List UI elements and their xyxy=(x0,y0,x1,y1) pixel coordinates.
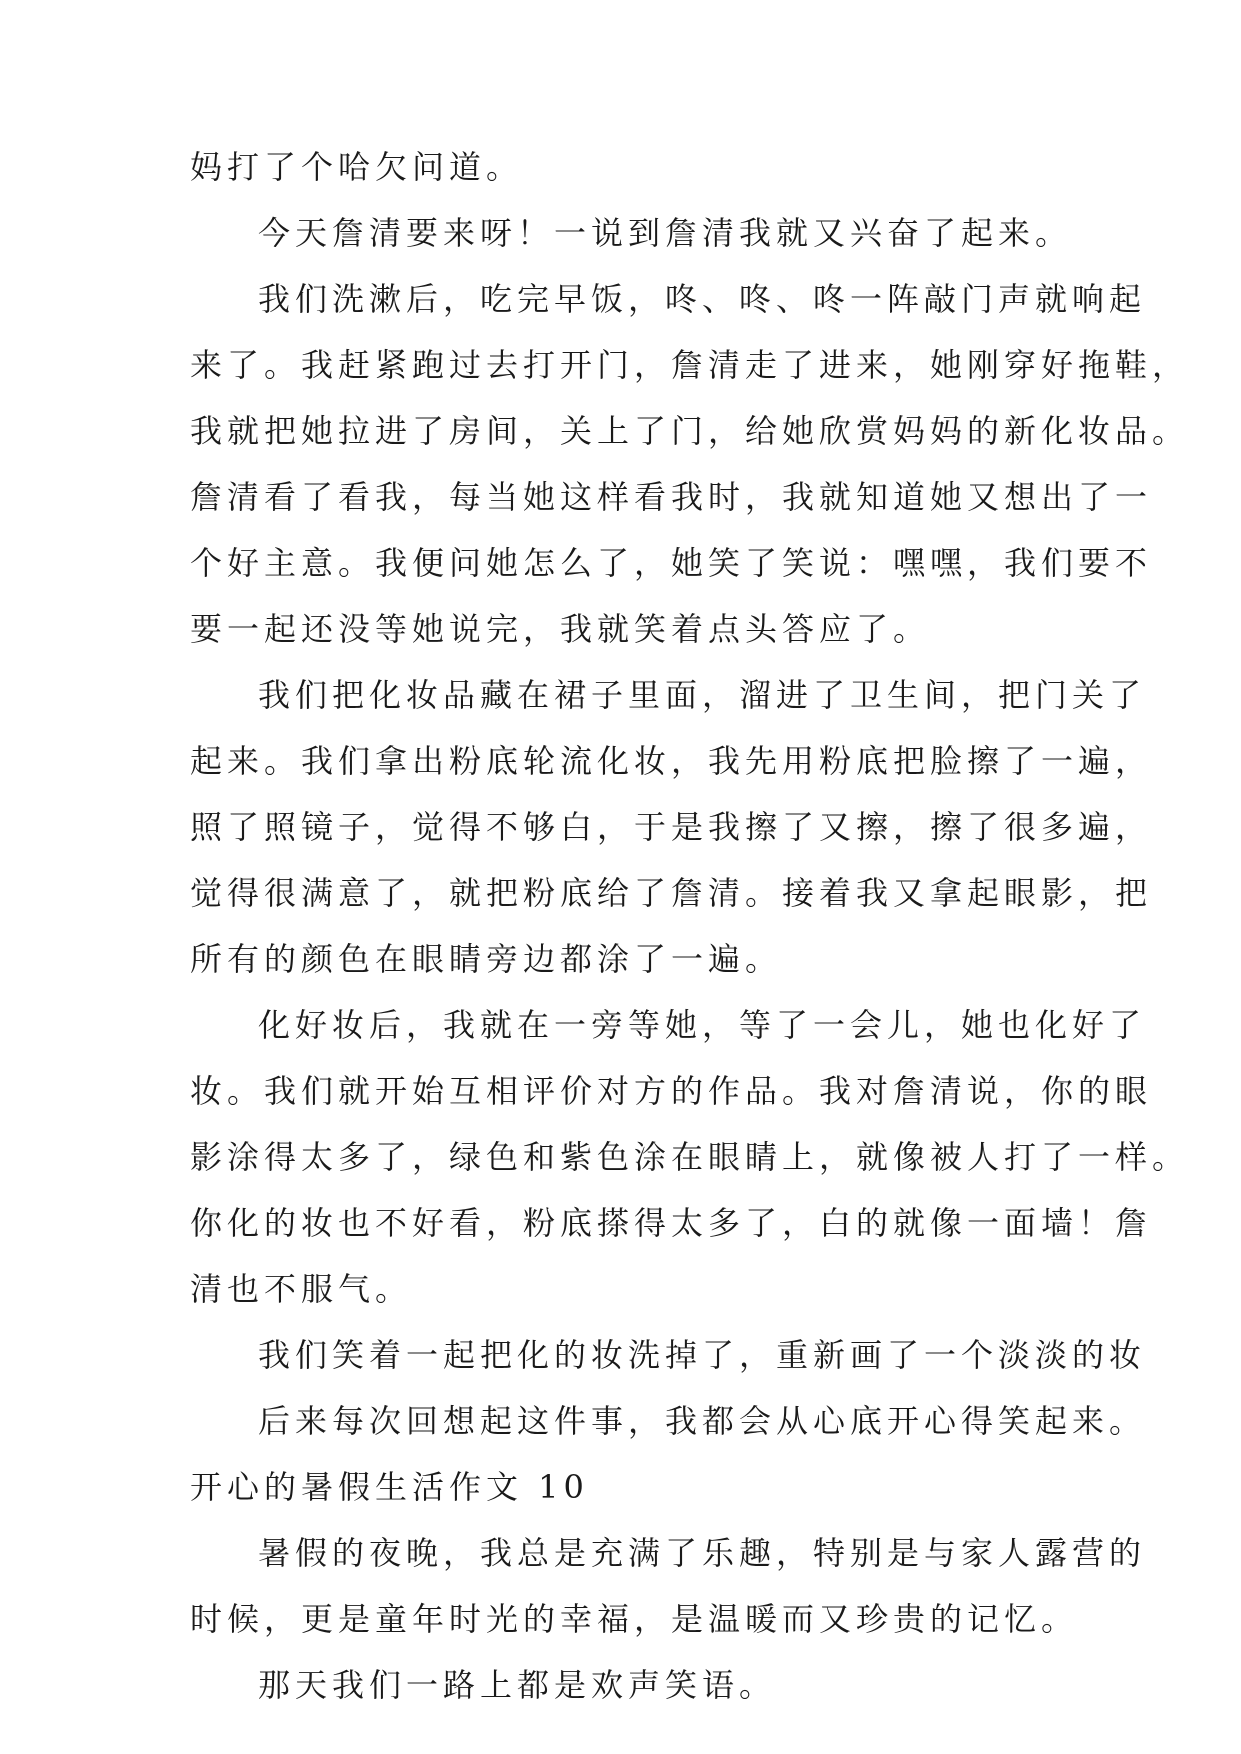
text-line: 化好妆后，我就在一旁等她，等了一会儿，她也化好了 xyxy=(258,1006,1147,1044)
text-line: 清也不服气。 xyxy=(190,1270,413,1308)
text-line: 时候，更是童年时光的幸福，是温暖而又珍贵的记忆。 xyxy=(190,1600,1079,1638)
text-line: 那天我们一路上都是欢声笑语。 xyxy=(258,1666,777,1704)
text-line: 妆。我们就开始互相评价对方的作品。我对詹清说，你的眼 xyxy=(190,1072,1153,1110)
text-line: 我们洗漱后，吃完早饭，咚、咚、咚一阵敲门声就响起 xyxy=(258,280,1147,318)
text-line: 詹清看了看我，每当她这样看我时，我就知道她又想出了一 xyxy=(190,478,1153,516)
text-line: 你化的妆也不好看，粉底搽得太多了，白的就像一面墙！詹 xyxy=(190,1204,1153,1242)
text-line: 妈打了个哈欠问道。 xyxy=(190,148,524,186)
section-heading: 开心的暑假生活作文 10 xyxy=(190,1468,589,1506)
text-line: 所有的颜色在眼睛旁边都涂了一遍。 xyxy=(190,940,783,978)
text-line: 后来每次回想起这件事，我都会从心底开心得笑起来。 xyxy=(258,1402,1147,1440)
text-line: 暑假的夜晚，我总是充满了乐趣，特别是与家人露营的 xyxy=(258,1534,1147,1572)
text-line: 今天詹清要来呀！一说到詹清我就又兴奋了起来。 xyxy=(258,214,1073,252)
text-line: 照了照镜子，觉得不够白，于是我擦了又擦，擦了很多遍， xyxy=(190,808,1153,846)
text-line: 起来。我们拿出粉底轮流化妆，我先用粉底把脸擦了一遍， xyxy=(190,742,1153,780)
text-line: 影涂得太多了，绿色和紫色涂在眼睛上，就像被人打了一样。 xyxy=(190,1138,1190,1176)
text-line: 要一起还没等她说完，我就笑着点头答应了。 xyxy=(190,610,931,648)
text-line: 个好主意。我便问她怎么了，她笑了笑说：嘿嘿，我们要不 xyxy=(190,544,1153,582)
text-line: 我就把她拉进了房间，关上了门，给她欣赏妈妈的新化妆品。 xyxy=(190,412,1190,450)
text-line: 觉得很满意了，就把粉底给了詹清。接着我又拿起眼影，把 xyxy=(190,874,1153,912)
text-line: 我们笑着一起把化的妆洗掉了，重新画了一个淡淡的妆 xyxy=(258,1336,1147,1374)
text-line: 我们把化妆品藏在裙子里面，溜进了卫生间，把门关了 xyxy=(258,676,1147,714)
text-line: 来了。我赶紧跑过去打开门，詹清走了进来，她刚穿好拖鞋， xyxy=(190,346,1190,384)
